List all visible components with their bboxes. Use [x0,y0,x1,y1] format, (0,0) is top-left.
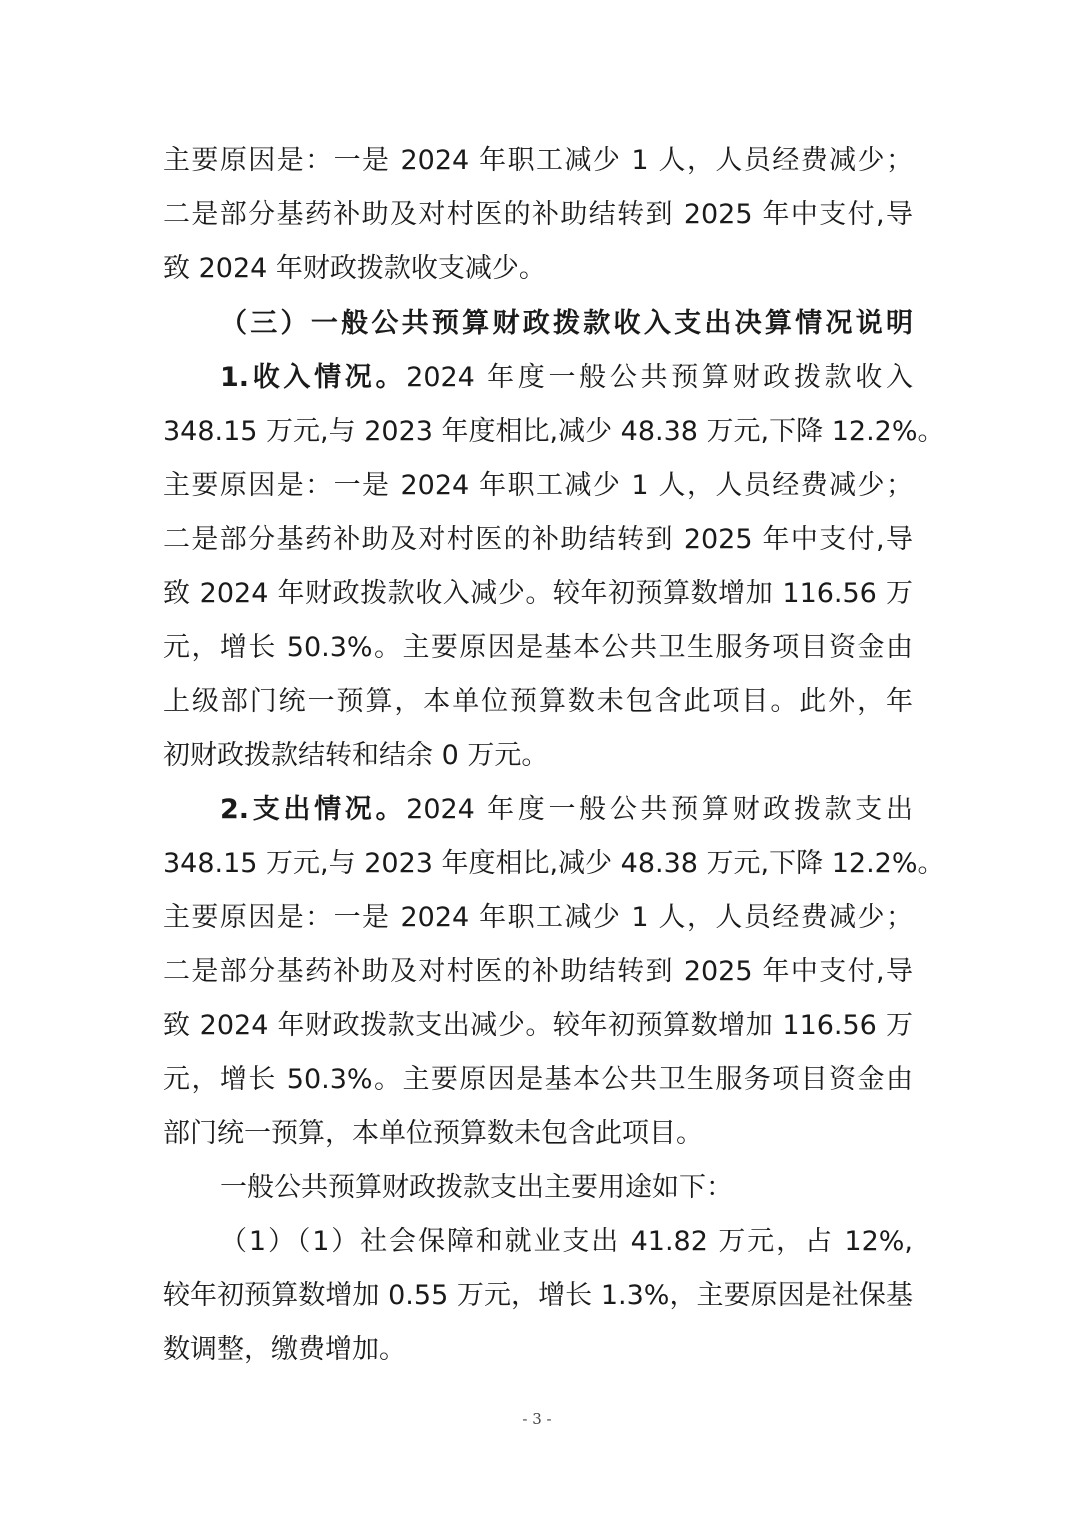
expense-line-1-text: 2024 年度一般公共预算财政拨款支出 [406,794,913,825]
income-line-1 [220,360,913,396]
expense-line-7: 部门统一预算，本单位预算数未包含此项目。 [163,1118,703,1149]
usage-item-1-line-3: 数调整，缴费增加。 [163,1334,406,1365]
income-label: 1.收入情况。 [220,362,407,393]
intro-line-1: 主要原因是：一是 2024 年职工减少 1 人，人员经费减少； [163,145,913,176]
usage-item-1-line-1: （1）（1）社会保障和就业支出 41.82 万元，占 12%, [220,1226,913,1257]
income-line-5: 致 2024 年财政拨款收入减少。较年初预算数增加 116.56 万 [163,578,913,609]
expense-line-6: 元，增长 50.3%。主要原因是基本公共卫生服务项目资金由 [163,1064,913,1095]
income-line-7: 上级部门统一预算，本单位预算数未包含此项目。此外，年 [163,686,913,717]
usage-item-1-line-2: 较年初预算数增加 0.55 万元，增长 1.3%，主要原因是社保基 [163,1280,913,1311]
expense-line-5: 致 2024 年财政拨款支出减少。较年初预算数增加 116.56 万 [163,1010,913,1041]
page-number: - 3 - [522,1410,552,1428]
expense-line-1 [220,792,913,828]
intro-line-3: 致 2024 年财政拨款收支减少。 [163,253,546,284]
income-line-2: 348.15 万元,与 2023 年度相比,减少 48.38 万元,下降 12.2%。 [163,416,945,447]
income-line-3: 主要原因是：一是 2024 年职工减少 1 人，人员经费减少； [163,470,913,501]
expense-label: 2.支出情况。 [220,794,407,825]
usage-intro: 一般公共预算财政拨款支出主要用途如下： [220,1172,733,1203]
expense-line-4: 二是部分基药补助及对村医的补助结转到 2025 年中支付,导 [163,956,913,987]
expense-line-2: 348.15 万元,与 2023 年度相比,减少 48.38 万元,下降 12.2%。 [163,848,945,879]
expense-line-3: 主要原因是：一是 2024 年职工减少 1 人，人员经费减少； [163,902,913,933]
income-line-8: 初财政拨款结转和结余 0 万元。 [163,740,549,771]
income-line-1-text: 2024 年度一般公共预算财政拨款收入 [406,362,913,393]
intro-line-2: 二是部分基药补助及对村医的补助结转到 2025 年中支付,导 [163,199,913,230]
section-heading: （三）一般公共预算财政拨款收入支出决算情况说明 [220,308,913,339]
income-line-4: 二是部分基药补助及对村医的补助结转到 2025 年中支付,导 [163,524,913,555]
income-line-6: 元，增长 50.3%。主要原因是基本公共卫生服务项目资金由 [163,632,913,663]
